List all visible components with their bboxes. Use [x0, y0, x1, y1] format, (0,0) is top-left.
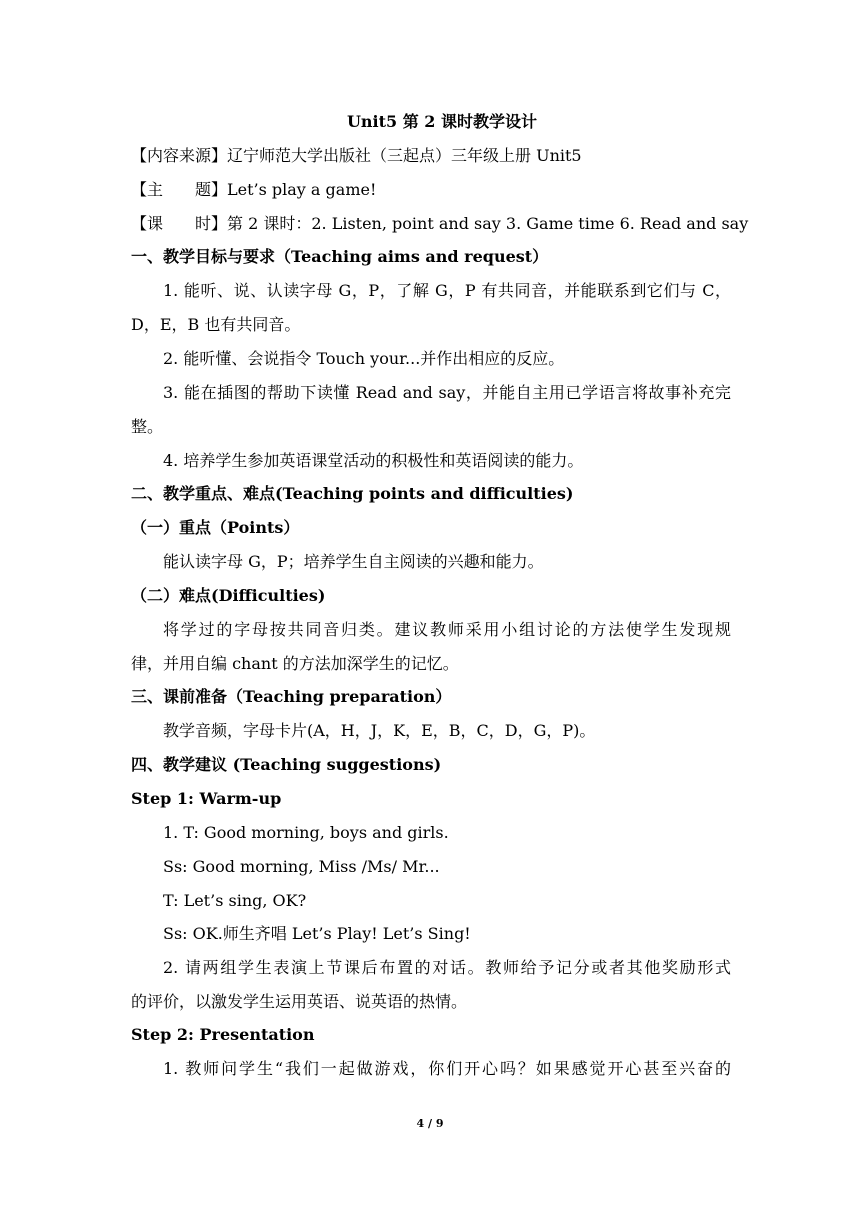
difficulties-line1: 将学过的字母按共同音归类。建议教师采用小组讨论的方法使学生发现规 — [163, 620, 731, 639]
step1-line6: 的评价，以激发学生运用英语、说英语的热情。 — [131, 992, 468, 1011]
meta-topic: 【主 题】Let’s play a game! — [131, 180, 377, 199]
page-title: Unit5 第 2 课时教学设计 — [346, 112, 538, 131]
preparation-text: 教学音频，字母卡片(A，H，J，K，E，B，C，D，G，P)。 — [163, 721, 596, 740]
step2-heading: Step 2: Presentation — [131, 1025, 315, 1044]
difficulties-heading: （二）难点(Difficulties) — [131, 586, 326, 605]
section4-heading: 四、教学建议 (Teaching suggestions) — [131, 755, 442, 774]
difficulties-line2: 律，并用自编 chant 的方法加深学生的记忆。 — [131, 654, 459, 673]
section3-heading: 三、课前准备（Teaching preparation） — [131, 687, 452, 706]
meta-source: 【内容来源】辽宁师范大学出版社（三起点）三年级上册 Unit5 — [131, 146, 582, 165]
meta-period: 【课 时】第 2 课时：2. Listen, point and say 3. Game time 6. Read and say — [131, 214, 749, 233]
page-number: 4 / 9 — [416, 1117, 444, 1130]
step1-line3: T: Let’s sing, OK? — [163, 891, 307, 910]
step1-line5: 2. 请两组学生表演上节课后布置的对话。教师给予记分或者其他奖励形式 — [163, 958, 731, 977]
step1-line2: Ss: Good morning, Miss /Ms/ Mr... — [163, 857, 440, 876]
aim4: 4. 培养学生参加英语课堂活动的积极性和英语阅读的能力。 — [163, 451, 584, 470]
aim1-line1: 1. 能听、说、认读字母 G，P，了解 G，P 有共同音，并能联系到它们与 C， — [163, 281, 731, 300]
aim2: 2. 能听懂、会说指令 Touch your...并作出相应的反应。 — [163, 349, 565, 368]
points-heading: （一）重点（Points） — [131, 518, 300, 537]
section1-heading: 一、教学目标与要求（Teaching aims and request） — [131, 247, 549, 266]
step1-line1: 1. T: Good morning, boys and girls. — [163, 823, 449, 842]
step2-line1: 1. 教师问学生“我们一起做游戏，你们开心吗？如果感觉开心甚至兴奋的 — [163, 1059, 731, 1078]
aim3-line2: 整。 — [131, 417, 164, 436]
points-text: 能认读字母 G，P；培养学生自主阅读的兴趣和能力。 — [163, 552, 544, 571]
aim1-line2: D，E，B 也有共同音。 — [131, 315, 301, 334]
step1-heading: Step 1: Warm-up — [131, 789, 282, 808]
aim3-line1: 3. 能在插图的帮助下读懂 Read and say，并能自主用已学语言将故事补充完 — [163, 383, 731, 402]
step1-line4: Ss: OK.师生齐唱 Let’s Play! Let’s Sing! — [163, 924, 471, 943]
section2-heading: 二、教学重点、难点(Teaching points and difficulties) — [131, 484, 574, 503]
